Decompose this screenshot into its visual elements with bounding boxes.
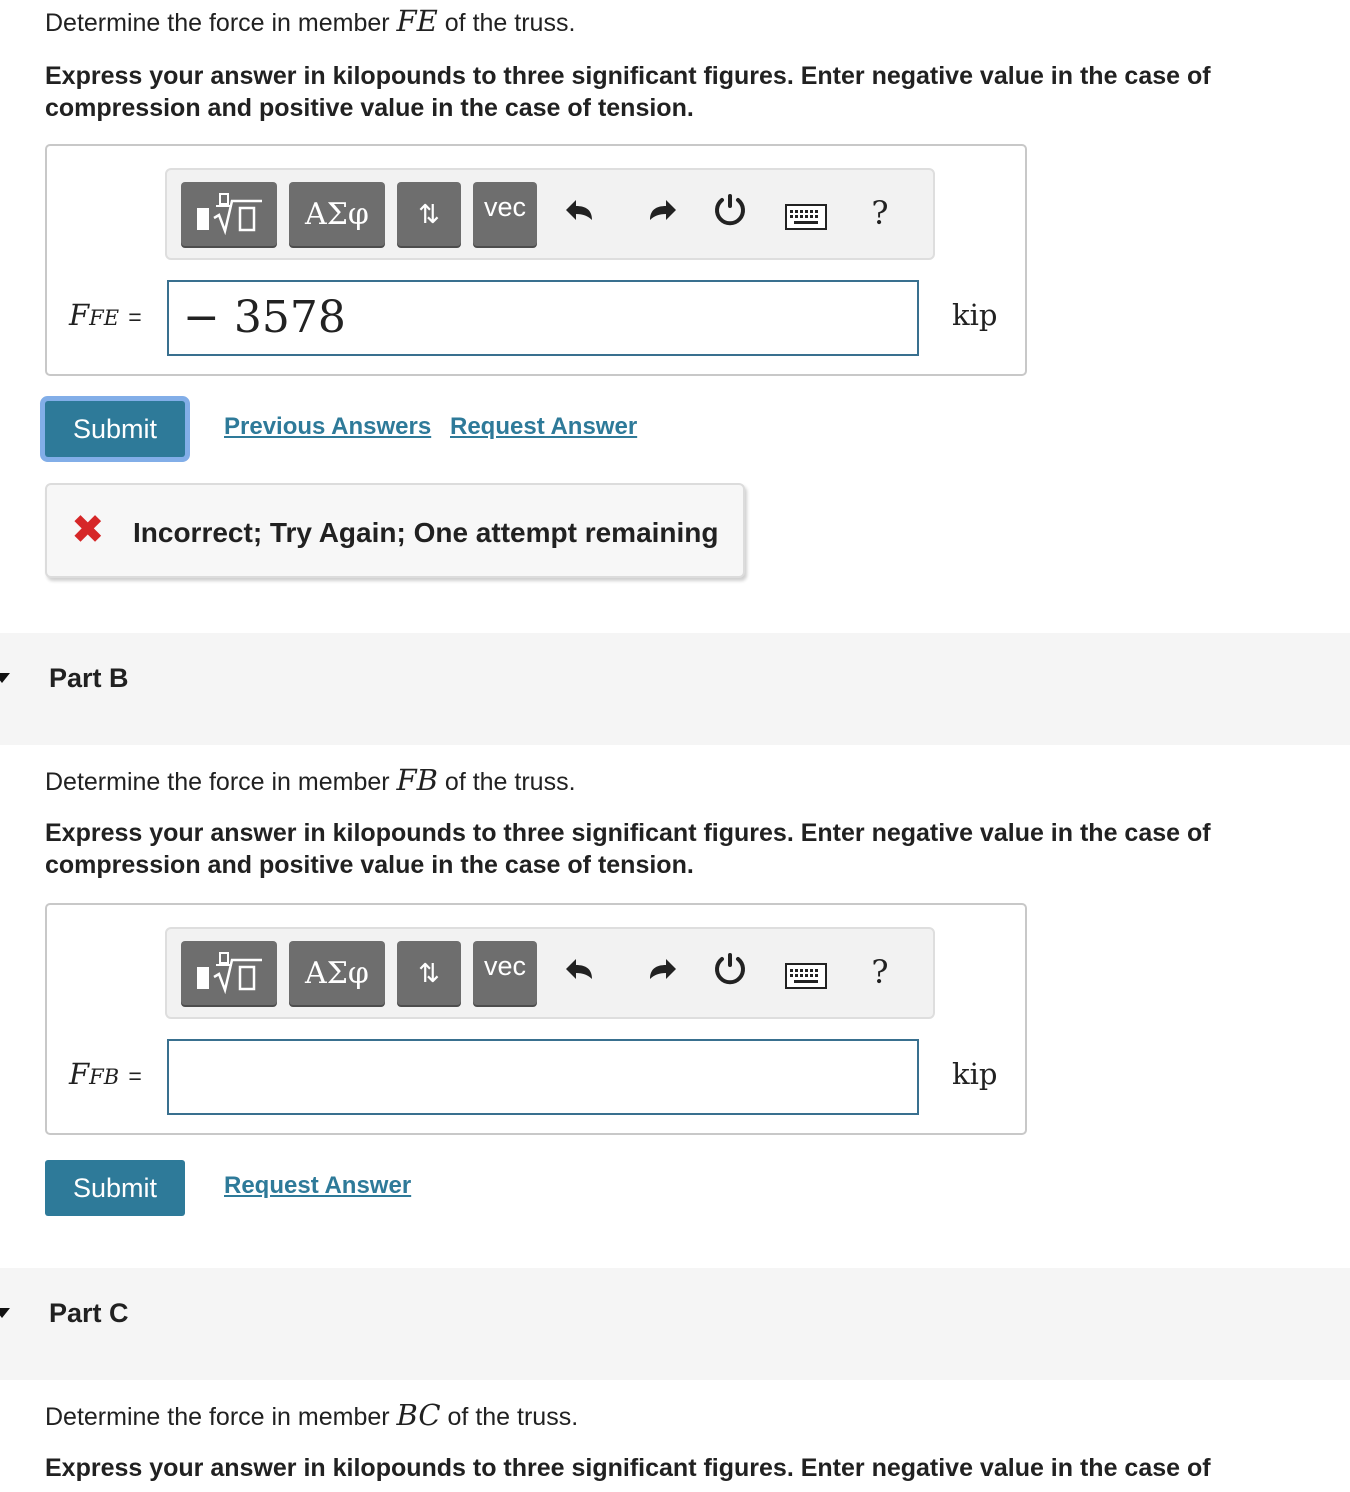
request-answer-link[interactable]: Request Answer xyxy=(224,1172,412,1199)
part-title: Part C xyxy=(49,1298,129,1328)
reset-icon[interactable] xyxy=(707,190,753,242)
redo-icon[interactable] xyxy=(637,949,683,1001)
variable-subscript: FE xyxy=(89,306,120,330)
part-c-instructions: Express your answer in kilopounds to three significant figures. Enter negative value in the case of xyxy=(45,1454,1211,1482)
previous-answers-link[interactable]: Previous Answers xyxy=(224,413,432,440)
answer-input[interactable]: − 3578 xyxy=(167,280,919,356)
feedback-box xyxy=(45,483,745,578)
fraction-sqrt-button[interactable] xyxy=(181,941,277,1005)
part-a-instructions: Express your answer in kilopounds to three significant figures. Enter negative value in the case of compression and positive value in the case of tension. xyxy=(45,62,1211,122)
keyboard-icon[interactable] xyxy=(783,955,829,1001)
fraction-sqrt-button[interactable] xyxy=(181,182,277,246)
collapse-caret-icon[interactable] xyxy=(0,673,10,683)
variable-subscript: FB xyxy=(89,1065,120,1089)
variable-label xyxy=(69,1057,142,1091)
variable-symbol: F xyxy=(69,298,90,332)
help-icon[interactable]: ? xyxy=(871,194,889,232)
prompt-text: of the truss. xyxy=(437,9,576,37)
prompt-text: Determine the force in member xyxy=(45,768,397,796)
units-label: kip xyxy=(952,1057,998,1091)
part-c-prompt xyxy=(45,1398,1285,1434)
prompt-text: Determine the force in member xyxy=(45,1403,397,1431)
incorrect-icon: ✖ xyxy=(71,508,105,552)
member-label: FB xyxy=(396,763,438,797)
variable-label xyxy=(69,298,142,332)
part-title: Part B xyxy=(49,663,129,693)
math-toolbar xyxy=(165,927,935,1019)
greek-symbols-button[interactable]: ΑΣφ xyxy=(289,182,385,246)
collapse-caret-icon[interactable] xyxy=(0,1308,10,1318)
part-c-header[interactable] xyxy=(0,1268,1350,1380)
feedback-message: Incorrect; Try Again; One attempt remaining xyxy=(133,517,719,548)
vec-button[interactable]: vec xyxy=(473,182,537,246)
redo-icon[interactable] xyxy=(637,190,683,242)
prompt-text: of the truss. xyxy=(440,1403,579,1431)
templates-icon xyxy=(194,951,264,995)
part-b-instructions: Express your answer in kilopounds to three significant figures. Enter negative value in the case of compression and positive value in the case of tension. xyxy=(45,819,1211,879)
part-a-prompt xyxy=(45,4,1285,40)
arrows-button[interactable]: ⇅ xyxy=(397,941,461,1005)
submit-button[interactable]: Submit xyxy=(45,401,185,457)
help-icon[interactable]: ? xyxy=(871,953,889,991)
prompt-text: of the truss. xyxy=(437,768,576,796)
member-label: FE xyxy=(396,4,438,38)
keyboard-icon[interactable] xyxy=(783,196,829,242)
equals-sign: = xyxy=(128,304,142,330)
member-label: BC xyxy=(396,1398,441,1432)
submit-button[interactable]: Submit xyxy=(45,1160,185,1216)
request-answer-link[interactable]: Request Answer xyxy=(450,413,638,440)
part-b-answer-box xyxy=(45,903,1027,1135)
part-b-prompt-block xyxy=(45,763,1285,881)
undo-icon[interactable] xyxy=(559,949,605,1001)
units-label: kip xyxy=(952,298,998,332)
equals-sign: = xyxy=(128,1063,142,1089)
undo-icon[interactable] xyxy=(559,190,605,242)
part-b-prompt xyxy=(45,763,1285,799)
greek-symbols-button[interactable]: ΑΣφ xyxy=(289,941,385,1005)
part-b-header[interactable] xyxy=(0,633,1350,745)
answer-input[interactable] xyxy=(167,1039,919,1115)
templates-icon xyxy=(194,192,264,236)
part-c-prompt-block xyxy=(45,1398,1285,1484)
variable-symbol: F xyxy=(69,1057,90,1091)
math-toolbar xyxy=(165,168,935,260)
reset-icon[interactable] xyxy=(707,949,753,1001)
part-a-answer-box xyxy=(45,144,1027,376)
part-a-prompt-block xyxy=(45,4,1285,124)
vec-button[interactable]: vec xyxy=(473,941,537,1005)
prompt-text: Determine the force in member xyxy=(45,9,397,37)
arrows-button[interactable]: ⇅ xyxy=(397,182,461,246)
